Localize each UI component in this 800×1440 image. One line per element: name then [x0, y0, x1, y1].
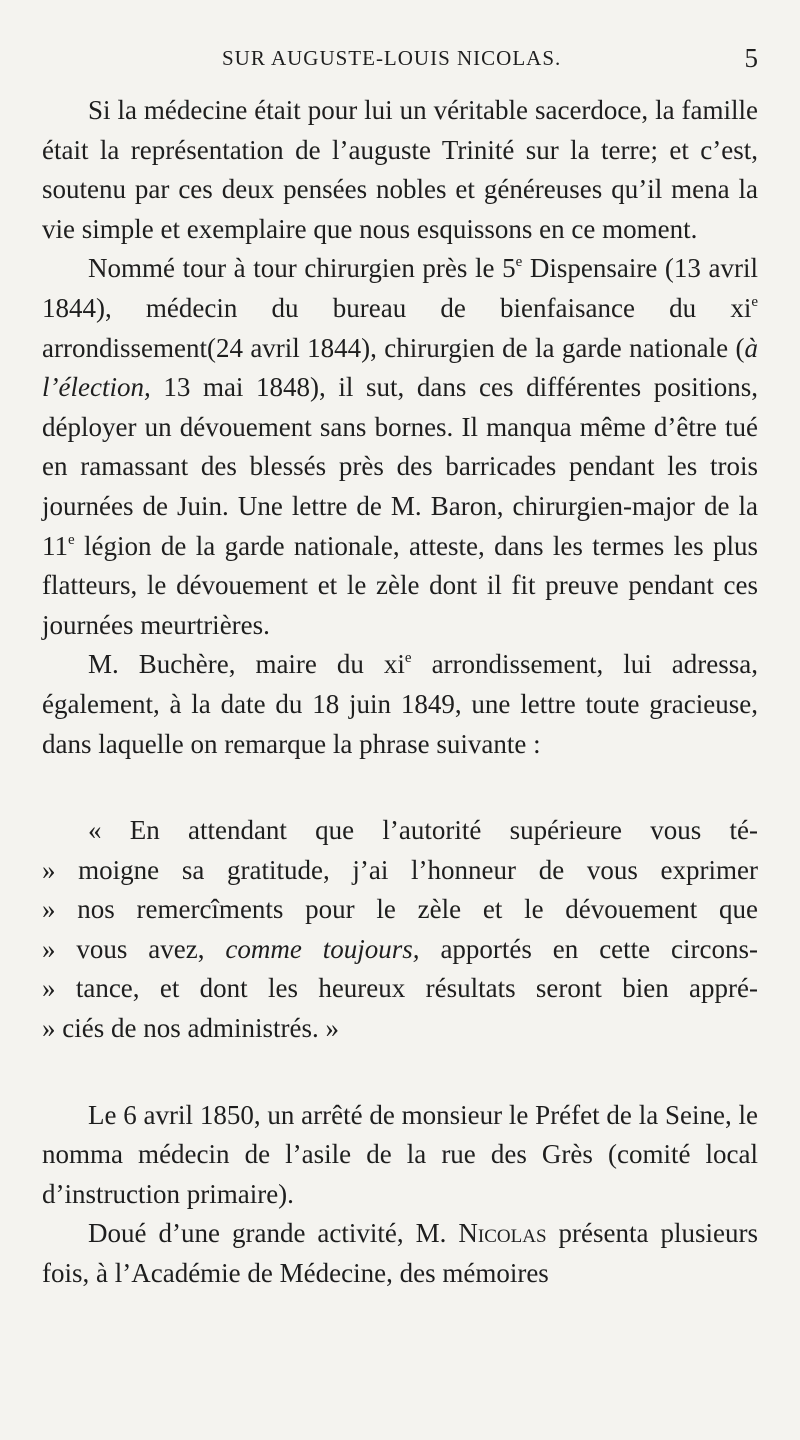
paragraph-2-text-c: arrondissement(24 avril 1844), chirurgien de la garde nationale ( — [42, 332, 745, 363]
paragraph-3 — [42, 645, 758, 764]
quote-line-3: » nos remercîments pour le zèle et le dévouement que — [42, 894, 758, 925]
quote-line-4-italic: comme toujours, — [225, 933, 420, 964]
quote-line-5: » tance, et dont les heureux résultats seront bien appré- — [42, 973, 758, 1004]
block-quote — [42, 811, 758, 1049]
paragraph-5-text-a: Doué d’une grande activité, M. — [88, 1218, 459, 1249]
quote-line-4 — [42, 930, 758, 970]
paragraph-2-text-d: 13 mai 1848), il sut, dans ces différentes positions, déployer un dévouement sans bornes. Il manqua même d’être tué en ramassant des blessés près des barricades pendant les trois journées de Juin. Une lettre de M. Baron, chirurgien-major de la 11 — [42, 372, 758, 561]
running-title: SUR AUGUSTE-LOUIS NICOLAS. — [222, 46, 562, 70]
quote-line-6: » ciés de nos administrés. » — [42, 1013, 339, 1044]
quote-line-4-text-b: apportés en cette circons- — [419, 933, 758, 964]
paragraph-2-superscript-a: e — [515, 254, 523, 271]
paragraph-4: Le 6 avril 1850, un arrêté de monsieur le Préfet de la Seine, le nomma médecin de l’asile de la rue des Grès (comité local d’instruction primaire). — [42, 1099, 758, 1209]
paragraph-5 — [42, 1214, 758, 1293]
paragraph-5-text-b: présenta plusieurs fois, à l’Académie de Médecine, des mémoires — [42, 1218, 758, 1289]
paragraph-2-superscript-b: e — [751, 293, 758, 310]
paragraph-3-superscript: e — [404, 650, 412, 667]
paragraph-2-text-a: Nommé tour à tour chirurgien près le 5 — [88, 253, 516, 284]
running-head — [42, 40, 758, 76]
paragraph-2-superscript-d: e — [68, 531, 75, 548]
paragraph-1: Si la médecine était pour lui un véritable sacerdoce, la famille était la représentation de l’auguste Trinité sur la terre; et c’est, soutenu par ces deux pensées nobles et généreuses qu’il mena la vie simple et exemplaire que nous esquissons en ce moment. — [42, 95, 758, 244]
page-number: 5 — [744, 43, 758, 73]
paragraph-2-text-e: légion de la garde nationale, atteste, dans les termes les plus flatteurs, le dévouement et le zèle dont il fit preuve pendant ces journées meurtrières. — [42, 530, 758, 640]
body-text — [42, 91, 758, 1294]
paragraph-2-italic: à l’élection, — [42, 332, 758, 403]
quote-line-4-text-a: » vous avez, — [42, 933, 226, 964]
paragraph-5-name: Nicolas — [458, 1218, 547, 1249]
quote-line-2: » moigne sa gratitude, j’ai l’honneur de vous exprimer — [42, 854, 758, 885]
paragraph-3-text-b: arrondissement, lui adressa, également, à la date du 18 juin 1849, une lettre toute gracieuse, dans laquelle on remarque la phrase suivante : — [42, 649, 758, 759]
quote-line-1: « En attendant que l’autorité supérieure vous té- — [88, 815, 758, 846]
paragraph-3-text-a: M. Buchère, maire du xi — [88, 649, 405, 680]
paragraph-2-text-b: Dispensaire (13 avril 1844), médecin du bureau de bienfaisance du xi — [42, 253, 758, 323]
paragraph-2 — [42, 249, 758, 645]
